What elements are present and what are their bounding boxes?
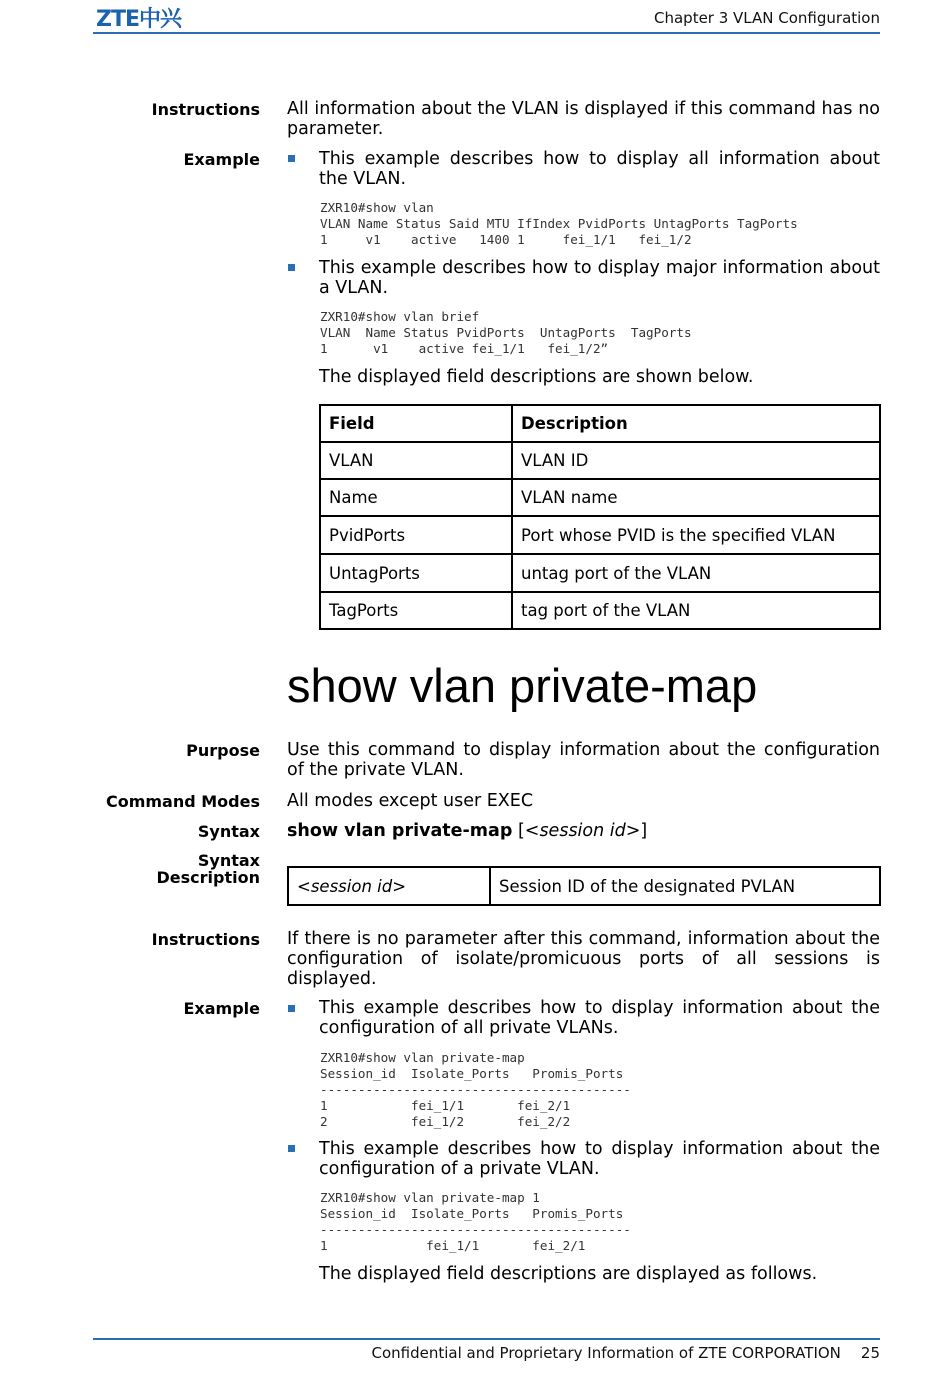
instructions-text: If there is no parameter after this command, information about the configuration of isolate/promicuous ports of all sessions is displayed. [287, 929, 880, 989]
field-description-table [319, 404, 881, 630]
table-cell: VLAN [320, 442, 512, 479]
instructions-text: All information about the VLAN is displayed if this command has no parameter. [287, 99, 880, 139]
syntax-parameter: session id [539, 821, 626, 841]
instructions-label: Instructions [151, 100, 260, 119]
table-cell: <session id> [288, 867, 490, 905]
table-row [320, 554, 880, 592]
syntax-description-label [157, 852, 260, 886]
code-block: ZXR10#show vlan private-map 1 Session_id Isolate_Ports Promis_Ports ----------------------------------------- 1 fei_1/1 fei_2/1 [320, 1190, 631, 1253]
bullet-icon [288, 264, 295, 271]
table-row [320, 516, 880, 554]
instructions-label: Instructions [151, 930, 260, 949]
table-cell: tag port of the VLAN [512, 592, 880, 629]
table-header-row [320, 405, 880, 442]
zte-logo: ZTE中兴 [96, 7, 181, 32]
table-header-cell: Description [512, 405, 880, 442]
table-row [320, 442, 880, 479]
syntax-command: show vlan private-map [287, 821, 513, 841]
bullet-icon [288, 1145, 295, 1152]
purpose-text: Use this command to display information about the configuration of the private VLAN. [287, 740, 880, 780]
chapter-title: Chapter 3 VLAN Configuration [654, 9, 880, 27]
header-divider [93, 32, 880, 34]
table-header-cell: Field [320, 405, 512, 442]
syntax-text [287, 821, 880, 841]
table-row [288, 867, 880, 905]
table-cell: Name [320, 479, 512, 516]
bullet-icon [288, 1005, 295, 1012]
footer [372, 1344, 880, 1362]
example-label: Example [183, 999, 260, 1018]
syntax-description-label-line: Syntax [197, 851, 260, 870]
syntax-description-label-line: Description [156, 868, 260, 887]
footer-text: Confidential and Proprietary Information of ZTE CORPORATION [371, 1344, 841, 1362]
table-cell: untag port of the VLAN [512, 554, 880, 592]
syntax-parameter-table [287, 866, 881, 906]
table-cell: PvidPorts [320, 516, 512, 554]
footer-divider [93, 1338, 880, 1340]
code-block: ZXR10#show vlan private-map Session_id Isolate_Ports Promis_Ports ----------------------------------------- 1 fei_1/1 fei_2/1 2 fei_1/2 fei_2/2 [320, 1050, 631, 1129]
syntax-bracket-close: >] [625, 821, 648, 841]
purpose-label: Purpose [186, 741, 260, 760]
example-label: Example [183, 150, 260, 169]
command-modes-text: All modes except user EXEC [287, 791, 534, 811]
example-bullet-text: This example describes how to display major information about a VLAN. [319, 258, 880, 298]
table-row [320, 592, 880, 629]
table-row [320, 479, 880, 516]
syntax-label: Syntax [197, 822, 260, 841]
table-cell: UntagPorts [320, 554, 512, 592]
example-bullet-text: This example describes how to display information about the configuration of all private VLANs. [319, 998, 880, 1038]
table-cell: Session ID of the designated PVLAN [490, 867, 880, 905]
example-bullet-text: This example describes how to display information about the configuration of a private VLAN. [319, 1139, 880, 1179]
table-cell: VLAN ID [512, 442, 880, 479]
fields-outro: The displayed field descriptions are displayed as follows. [319, 1264, 818, 1284]
syntax-bracket-open: [< [512, 821, 540, 841]
command-modes-label: Command Modes [105, 792, 260, 811]
example-bullet-text: This example describes how to display all information about the VLAN. [319, 149, 880, 189]
page-number: 25 [860, 1344, 880, 1362]
code-block: ZXR10#show vlan VLAN Name Status Said MTU IfIndex PvidPorts UntagPorts TagPorts 1 v1 active 1400 1 fei_1/1 fei_1/2 [320, 200, 798, 247]
bullet-icon [288, 155, 295, 162]
section-title: show vlan private-map [287, 659, 758, 712]
table-cell: TagPorts [320, 592, 512, 629]
fields-intro: The displayed field descriptions are shown below. [319, 367, 754, 387]
code-block: ZXR10#show vlan brief VLAN Name Status PvidPorts UntagPorts TagPorts 1 v1 active fei_1/1 fei_1/2” [320, 309, 692, 356]
table-cell: VLAN name [512, 479, 880, 516]
table-cell: Port whose PVID is the specified VLAN [512, 516, 880, 554]
